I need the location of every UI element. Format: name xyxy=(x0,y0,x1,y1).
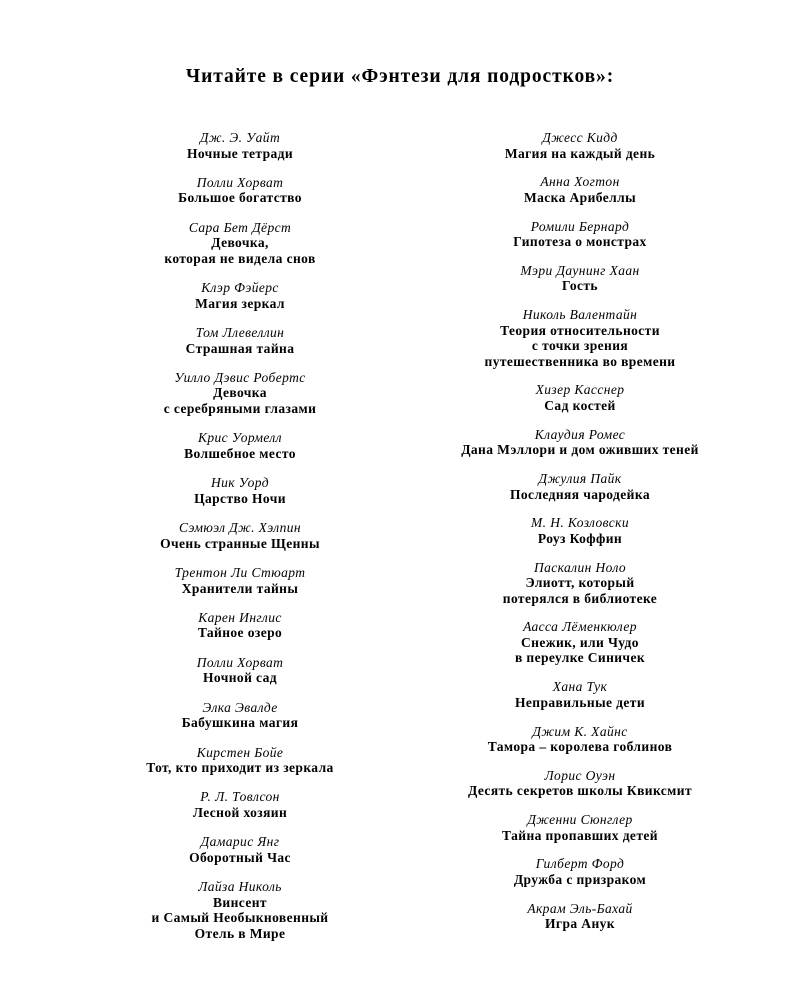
book-title-line: Дружба с призраком xyxy=(513,871,647,887)
book-title-line: Гипотеза о монстрах xyxy=(513,234,647,250)
book-title-line: Ночные тетради xyxy=(186,145,294,161)
book-author: Клаудия Ромес xyxy=(534,426,626,442)
book-title-line: Хранители тайны xyxy=(181,580,299,596)
book-entry xyxy=(65,520,415,551)
book-author: Хана Тук xyxy=(552,679,608,695)
book-entry xyxy=(65,175,415,206)
book-entry xyxy=(65,655,415,686)
book-author: Дж. Э. Уайт xyxy=(199,130,281,145)
book-entry xyxy=(65,130,415,161)
book-author: Джесс Кидд xyxy=(542,130,618,145)
book-entry xyxy=(420,515,740,546)
book-title-line: Элиотт, который xyxy=(525,575,635,591)
book-author: Том Ллевеллин xyxy=(195,325,285,341)
book-author: Джулия Пайк xyxy=(538,471,622,487)
book-author: Дженни Сюнглер xyxy=(527,812,633,828)
book-title-line: Бабушкина магия xyxy=(181,715,299,731)
book-author: Уилло Дэвис Робертс xyxy=(174,369,306,385)
book-author: Аасса Лёменкюлер xyxy=(523,619,637,635)
book-title-line: Десять секретов школы Квиксмит xyxy=(468,783,692,799)
book-entry xyxy=(420,768,740,799)
book-entry xyxy=(420,263,740,294)
book-author: Сэмюэл Дж. Хэлпин xyxy=(178,520,301,536)
book-entry xyxy=(65,370,415,417)
book-title-line: потерялся в библиотеке xyxy=(502,590,658,606)
book-entry xyxy=(65,220,415,267)
book-author: Карен Инглис xyxy=(198,609,282,625)
book-title-line: Очень странные Щенны xyxy=(160,535,320,551)
book-author: Акрам Эль-Бахай xyxy=(527,900,633,916)
book-entry xyxy=(420,856,740,887)
book-title-line: Теория относительности xyxy=(500,322,660,338)
book-entry xyxy=(420,724,740,755)
book-author: Джим К. Хайнс xyxy=(532,723,628,739)
book-title-line: Тот, кто приходит из зеркала xyxy=(146,760,334,776)
book-title-line: Сад костей xyxy=(544,397,616,413)
book-title-line: Девочка, xyxy=(211,235,269,251)
book-author: Лайза Николь xyxy=(198,879,282,895)
book-entry xyxy=(65,610,415,641)
book-entry xyxy=(65,280,415,311)
book-entry xyxy=(65,475,415,506)
book-title-line: Дана Мэллори и дом оживших теней xyxy=(461,442,699,458)
book-entry xyxy=(420,812,740,843)
book-title-line: Снежик, или Чудо xyxy=(521,634,639,650)
book-title-line: Магия на каждый день xyxy=(504,145,656,161)
book-title-line: которая не видела снов xyxy=(164,250,316,266)
book-title-line: с точки зрения xyxy=(531,338,629,354)
book-entry xyxy=(420,901,740,932)
book-title-line: Оборотный Час xyxy=(189,849,291,865)
book-entry xyxy=(420,307,740,369)
book-author: Николь Валентайн xyxy=(522,307,638,323)
book-author: Ник Уорд xyxy=(211,475,269,491)
book-title-line: Игра Анук xyxy=(545,916,615,932)
book-author: Кирстен Бойе xyxy=(196,744,284,760)
book-author: Анна Хогтон xyxy=(540,174,620,190)
book-entry xyxy=(420,679,740,710)
book-title-line: Ночной сад xyxy=(203,670,277,686)
book-entry xyxy=(65,879,415,941)
book-title-line: Большое богатство xyxy=(178,190,302,206)
book-title-line: Страшная тайна xyxy=(185,340,295,356)
book-title-line: Волшебное место xyxy=(184,445,296,461)
book-entry xyxy=(65,325,415,356)
book-title-line: Неправильные дети xyxy=(514,694,646,710)
book-entry xyxy=(65,565,415,596)
book-author: Лорис Оуэн xyxy=(544,767,616,783)
book-title-line: Тайное озеро xyxy=(197,625,283,641)
book-entry xyxy=(420,174,740,205)
book-author: Гилберт Форд xyxy=(535,856,625,872)
book-title-line: Винсент xyxy=(213,894,267,910)
book-entry xyxy=(420,619,740,666)
book-entry xyxy=(420,219,740,250)
book-entry xyxy=(65,745,415,776)
book-title-line: Гость xyxy=(562,278,598,294)
book-author: Дамарис Янг xyxy=(200,834,280,850)
book-title-line: Магия зеркал xyxy=(195,295,285,311)
book-author: Сара Бет Дёрст xyxy=(188,219,292,235)
book-title-line: Маска Арибеллы xyxy=(523,189,637,205)
book-author: М. Н. Козловски xyxy=(531,515,629,531)
book-author: Полли Хорват xyxy=(196,654,284,670)
book-title-line: путешественника во времени xyxy=(484,353,676,369)
book-entry xyxy=(420,427,740,458)
book-entry xyxy=(65,834,415,865)
book-title-line: Последняя чародейка xyxy=(510,486,650,502)
book-author: Р. Л. Товлсон xyxy=(200,789,280,805)
book-author: Хизер Касснер xyxy=(535,382,625,398)
book-title-line: Царство Ночи xyxy=(194,490,286,506)
book-title-line: Отель в Мире xyxy=(194,925,286,941)
series-heading: Читайте в серии «Фэнтези для подростков»: xyxy=(185,66,615,87)
book-entry xyxy=(420,471,740,502)
book-author: Полли Хорват xyxy=(196,174,284,190)
book-entry xyxy=(65,430,415,461)
book-author: Паскалин Ноло xyxy=(533,559,627,575)
book-title-line: в переулке Синичек xyxy=(514,650,646,666)
book-author: Мэри Даунинг Хаан xyxy=(520,262,640,278)
book-author: Трентон Ли Стюарт xyxy=(174,565,306,581)
book-title-line: с серебряными глазами xyxy=(163,400,317,416)
book-entry xyxy=(65,789,415,820)
book-entry xyxy=(65,700,415,731)
book-author: Ромили Бернард xyxy=(530,218,630,234)
right-book-column xyxy=(420,130,740,945)
book-author: Крис Уормелл xyxy=(198,430,282,446)
book-title-line: Лесной хозяин xyxy=(192,804,288,820)
book-entry xyxy=(420,382,740,413)
book-title-line: Девочка xyxy=(213,385,267,401)
book-title-line: Тамора – королева гоблинов xyxy=(487,739,673,755)
book-title-line: Роуз Коффин xyxy=(537,530,623,546)
book-entry xyxy=(420,130,740,161)
book-entry xyxy=(420,560,740,607)
book-title-line: и Самый Необыкновенный xyxy=(151,910,329,926)
left-book-column xyxy=(65,130,415,955)
book-author: Элка Эвалде xyxy=(202,699,278,715)
book-title-line: Тайна пропавших детей xyxy=(502,827,658,843)
book-author: Клэр Фэйерс xyxy=(201,280,279,296)
